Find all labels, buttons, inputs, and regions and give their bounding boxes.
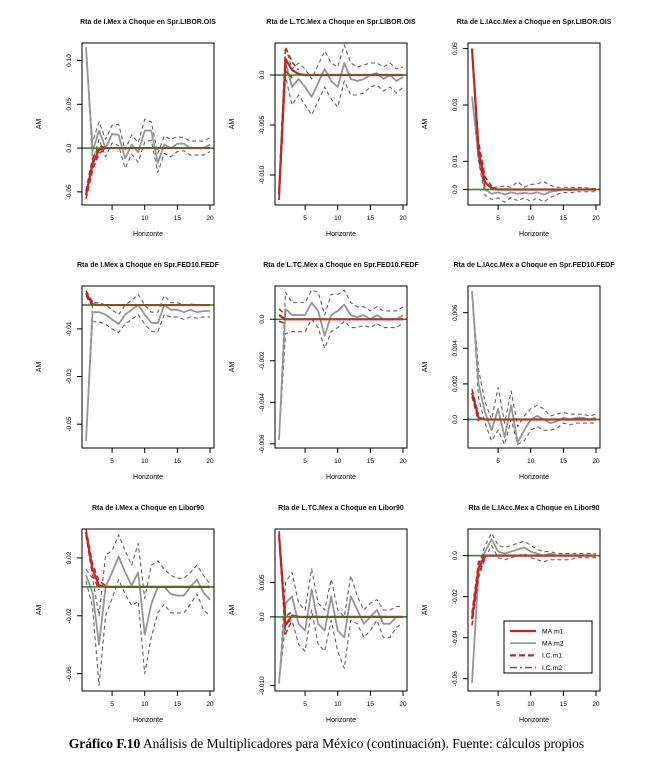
x-tick-label: 20 [399, 215, 407, 222]
legend-label: MA.m2 [542, 640, 564, 648]
plot-box [468, 286, 600, 448]
y-tick-label: 0.0 [259, 70, 266, 80]
chart-panel-6 [413, 253, 615, 496]
x-axis-label: Horizonte [519, 474, 549, 481]
x-tick-label: 5 [303, 458, 307, 465]
y-tick-label: -0.06 [452, 671, 459, 687]
series-MA.m2 [86, 305, 210, 441]
plot-box [275, 286, 407, 448]
y-tick-label: 0.10 [66, 54, 73, 67]
series-I.C.m2.lower [279, 319, 403, 439]
x-tick-label: 15 [366, 458, 374, 465]
y-axis-label: AM [36, 604, 43, 616]
x-tick-label: 15 [173, 215, 181, 222]
chart-title: Rta de L.TC.Mex a Choque en Libor90 [278, 505, 404, 512]
x-tick-label: 15 [559, 701, 567, 708]
y-tick-label: 0.0 [452, 414, 459, 425]
chart-panel-2 [220, 10, 416, 253]
chart-panel-4 [27, 253, 220, 496]
series-MA.m2 [472, 97, 596, 195]
series-MA.m1 [472, 556, 596, 620]
y-tick-label: 0.004 [452, 340, 459, 357]
plot-box [82, 43, 214, 205]
series-I.C.m2.upper [472, 97, 596, 189]
series-I.C.m2.upper [86, 47, 210, 153]
chart-panel-1 [27, 10, 220, 253]
chart-title: Rta de L.IAcc.Mex a Choque en Spr.LIBOR.OIS [456, 19, 612, 26]
y-axis-label: AM [229, 118, 236, 130]
y-tick-label: 0.05 [66, 97, 73, 111]
x-tick-label: 10 [334, 458, 342, 465]
x-tick-label: 10 [141, 215, 149, 222]
plot-area [413, 253, 606, 496]
plot-area [220, 253, 413, 496]
x-tick-label: 10 [334, 701, 342, 708]
y-tick-label: -0.010 [259, 676, 266, 695]
x-tick-label: 15 [173, 458, 181, 465]
y-tick-label: 0.0 [452, 184, 459, 195]
y-tick-label: -0.010 [259, 165, 266, 185]
y-tick-label: -0.02 [452, 589, 459, 605]
legend-label: I.C.m2 [542, 664, 563, 672]
y-axis-label: AM [229, 604, 236, 616]
y-tick-label: -0.02 [66, 608, 73, 624]
series-MA.m1 [472, 49, 596, 190]
y-tick-label: -0.005 [259, 115, 266, 135]
y-tick-label: -0.05 [66, 184, 73, 200]
figure-caption [0, 736, 653, 752]
y-tick-label: 0.006 [452, 304, 459, 321]
x-tick-label: 10 [141, 701, 149, 708]
plot-box [82, 529, 214, 691]
chart-panel-9 [413, 496, 606, 739]
y-tick-label: 0.002 [452, 375, 459, 393]
series-MA.m2 [279, 589, 403, 683]
x-tick-label: 20 [592, 701, 600, 708]
chart-title: Rta de L.IAcc.Mex a Choque en Spr.FED10.FEDF [453, 262, 615, 269]
chart-panel-5 [220, 253, 419, 496]
y-tick-label: 0.01 [452, 155, 459, 168]
series-I.C.m2.lower [86, 47, 210, 172]
plot-area [27, 496, 220, 739]
x-axis-label: Horizonte [326, 231, 356, 238]
y-axis-label: AM [229, 361, 236, 373]
plot-area [413, 496, 606, 739]
chart-title: Rta de L.TC.Mex a Choque en Spr.LIBOR.OIS [266, 19, 416, 26]
x-tick-label: 5 [496, 701, 500, 708]
plot-box [275, 43, 407, 205]
y-axis-label: AM [36, 361, 43, 373]
x-tick-label: 20 [206, 215, 214, 222]
y-tick-label: 0.0 [66, 143, 73, 153]
series-MA.m2 [86, 47, 210, 163]
y-tick-label: 0.005 [259, 574, 266, 591]
series-I.C.m2.upper [86, 294, 210, 441]
x-tick-label: 10 [527, 458, 535, 465]
x-tick-label: 15 [366, 701, 374, 708]
chart-panel-7 [27, 496, 220, 739]
x-tick-label: 5 [303, 701, 307, 708]
series-I.C.m2.upper [472, 291, 596, 426]
x-tick-label: 15 [173, 701, 181, 708]
y-tick-label: 0.0 [259, 314, 266, 324]
x-tick-label: 5 [496, 458, 500, 465]
y-tick-label: -0.002 [259, 351, 266, 370]
y-tick-label: 0.05 [452, 42, 459, 55]
y-tick-label: -0.06 [66, 666, 73, 682]
series-I.C.m2.lower [86, 315, 210, 441]
series-I.C.m2.lower [472, 291, 596, 444]
x-tick-label: 20 [206, 701, 214, 708]
y-tick-label: -0.05 [66, 416, 73, 432]
series-MA.m2 [279, 62, 403, 200]
legend-label: I.C.m1 [542, 652, 563, 660]
x-tick-label: 5 [496, 215, 500, 222]
y-tick-label: 0.03 [452, 98, 459, 112]
x-tick-label: 20 [399, 458, 407, 465]
y-tick-label: -0.006 [259, 434, 266, 454]
chart-panel-3 [413, 10, 612, 253]
x-axis-label: Horizonte [133, 717, 163, 724]
x-tick-label: 5 [110, 458, 114, 465]
y-tick-label: -0.004 [259, 393, 266, 412]
series-I.C.m2.upper [86, 535, 210, 616]
x-tick-label: 10 [527, 701, 535, 708]
charts-grid [27, 10, 615, 739]
x-tick-label: 5 [110, 701, 114, 708]
chart-title: Rta de I.Mex a Choque en Spr.FED10.FEDF [77, 262, 219, 269]
legend-label: MA.m1 [542, 628, 564, 636]
y-tick-label: -0.04 [452, 630, 459, 646]
x-tick-label: 5 [110, 215, 114, 222]
x-axis-label: Horizonte [326, 474, 356, 481]
x-axis-label: Horizonte [519, 231, 549, 238]
series-MA.m2 [86, 556, 210, 644]
y-tick-label: 0.02 [66, 551, 73, 565]
plot-area [220, 10, 413, 253]
x-axis-label: Horizonte [133, 231, 163, 238]
x-tick-label: 10 [334, 215, 342, 222]
series-I.C.m2.upper [279, 290, 403, 440]
chart-title: Rta de I.Mex a Choque en Spr.LIBOR.OIS [80, 19, 216, 26]
x-tick-label: 20 [399, 701, 407, 708]
x-tick-label: 5 [303, 215, 307, 222]
x-axis-label: Horizonte [326, 717, 356, 724]
chart-panel-8 [220, 496, 413, 739]
plot-area [27, 253, 220, 496]
plot-box [468, 43, 600, 205]
series-I.C.m2.upper [279, 569, 403, 684]
y-axis-label: AM [36, 118, 43, 130]
figure-caption-text: Análisis de Multiplicadores para México (continuación). Fuente: cálculos propios [140, 736, 585, 751]
series-I.C.m2.upper [279, 45, 403, 200]
x-axis-label: Horizonte [133, 474, 163, 481]
y-tick-label: -0.01 [66, 321, 73, 337]
y-axis-label: AM [422, 361, 429, 373]
y-tick-label: 0.0 [259, 612, 266, 622]
plot-area [413, 10, 606, 253]
x-tick-label: 20 [592, 458, 600, 465]
y-axis-label: AM [422, 118, 429, 130]
x-tick-label: 10 [141, 458, 149, 465]
chart-title: Rta de I.Mex a Choque en Libor90 [91, 505, 205, 512]
series-MA.m1 [279, 534, 403, 625]
series-MA.m1 [86, 293, 210, 305]
series-MA.m2 [279, 303, 403, 440]
x-tick-label: 10 [527, 215, 535, 222]
x-tick-label: 20 [592, 215, 600, 222]
y-tick-label: 0.0 [452, 551, 459, 561]
figure-caption-number: Gráfico F.10 [68, 736, 141, 751]
x-tick-label: 15 [366, 215, 374, 222]
x-axis-label: Horizonte [519, 717, 549, 724]
x-tick-label: 20 [206, 458, 214, 465]
plot-area [27, 10, 220, 253]
x-tick-label: 15 [559, 215, 567, 222]
plot-area [220, 496, 413, 739]
x-tick-label: 15 [559, 458, 567, 465]
y-tick-label: -0.03 [66, 369, 73, 384]
chart-title: Rta de L.TC.Mex a Choque en Spr.FED10.FEDF [263, 262, 419, 269]
series-I.C.m2.lower [279, 77, 403, 200]
y-axis-label: AM [422, 604, 429, 616]
chart-title: Rta de L.IAcc.Mex a Choque en Libor90 [468, 505, 600, 512]
